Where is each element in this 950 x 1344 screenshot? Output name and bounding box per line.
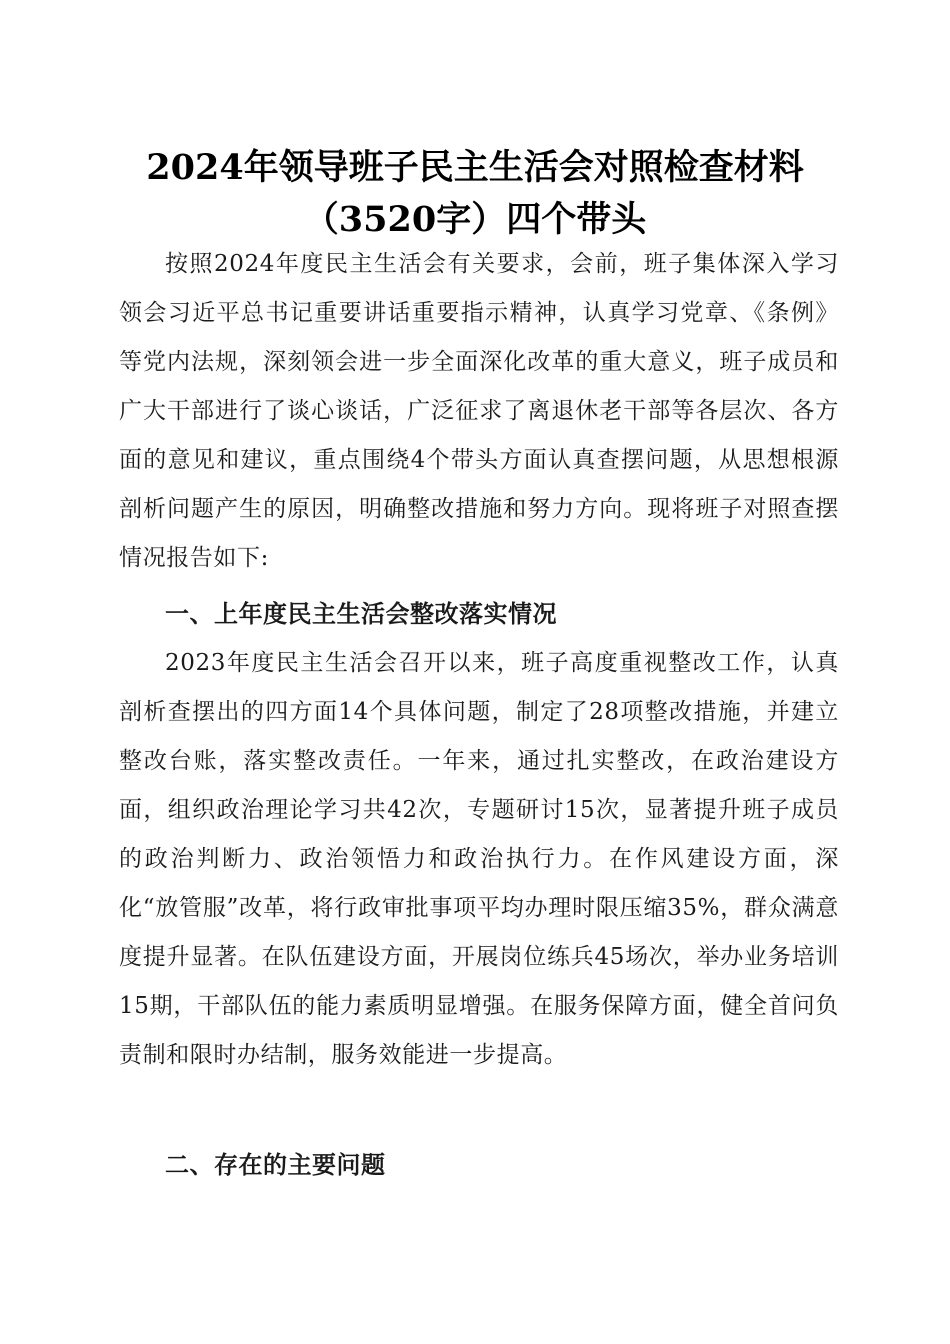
- document-title-line2: （3520字）四个带头: [303, 199, 647, 240]
- section-heading-2: 二、存在的主要问题: [165, 1151, 386, 1179]
- intro-paragraph: 按照2024年度民主生活会有关要求，会前，班子集体深入学习领会习近平总书记重要讲话重要指示精神，认真学习党章、《条例》等党内法规，深刻领会进一步全面深化改革的重大意义，班子成员和广大干部进行了谈心谈话，广泛征求了离退休老干部等各层次、各方面的意见和建议，重点围绕4个带头方面认真查摆问题，从思想根源剖析问题产生的原因，明确整改措施和努力方向。现将班子对照查摆情况报告如下:: [119, 251, 839, 571]
- section1-paragraph: 2023年度民主生活会召开以来，班子高度重视整改工作，认真剖析查摆出的四方面14个具体问题，制定了28项整改措施，并建立整改台账，落实整改责任。一年来，通过扎实整改，在政治建设方面，组织政治理论学习共42次，专题研讨15次，显著提升班子成员的政治判断力、政治领悟力和政治执行力。在作风建设方面，深化“放管服”改革，将行政审批事项平均办理时限压缩35%，群众满意度提升显著。在队伍建设方面，开展岗位练兵45场次，举办业务培训15期，干部队伍的能力素质明显增强。在服务保障方面，健全首问负责制和限时办结制，服务效能进一步提高。: [119, 650, 839, 1068]
- document-title-line1: 2024年领导班子民主生活会对照检查材料: [146, 147, 804, 188]
- section-heading-1: 一、上年度民主生活会整改落实情况: [165, 600, 557, 628]
